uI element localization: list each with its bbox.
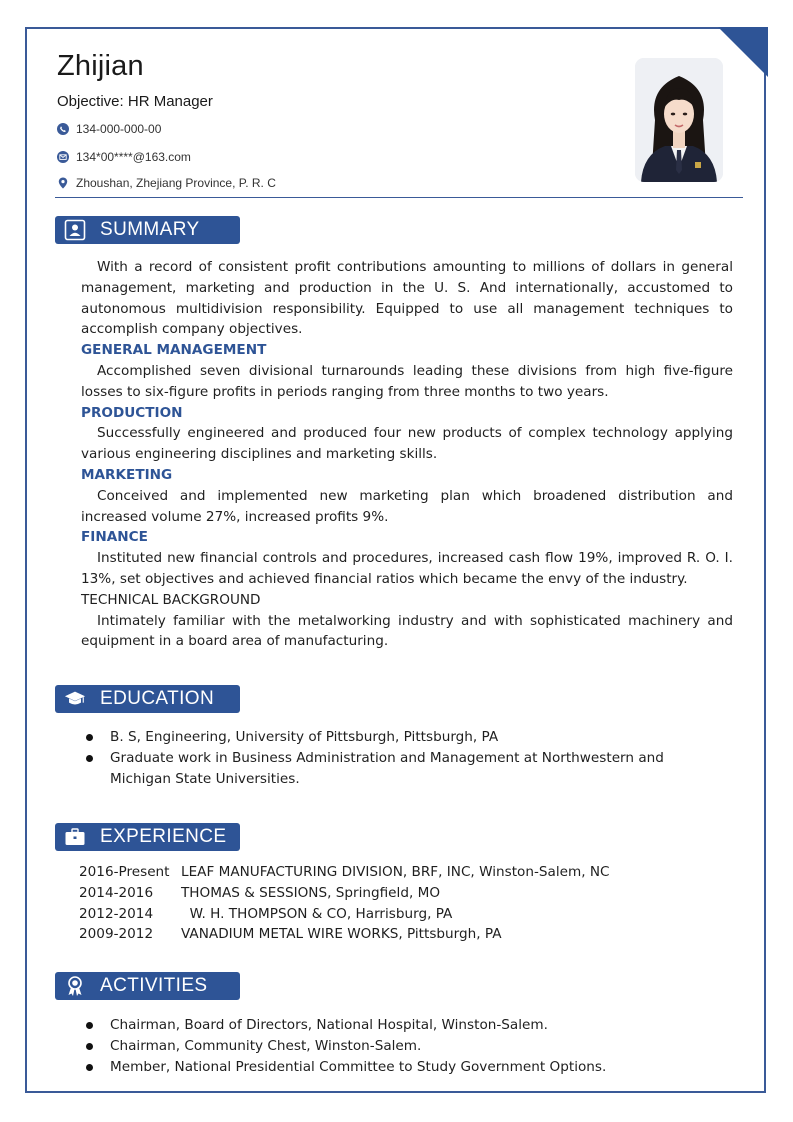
bullet-icon	[84, 748, 110, 790]
table-row	[79, 924, 739, 945]
summary-title: SUMMARY	[100, 219, 200, 240]
experience-date: 2012-2014	[79, 905, 154, 922]
subheading-general-management: GENERAL MANAGEMENT	[81, 342, 267, 359]
activities-title: ACTIVITIES	[100, 975, 208, 996]
experience-date: 2009-2012	[79, 926, 154, 943]
subheading-production: PRODUCTION	[81, 404, 183, 421]
objective: Objective: HR Manager	[57, 93, 213, 110]
list-item	[84, 748, 734, 790]
summary-header	[55, 216, 240, 244]
experience-org: VANADIUM METAL WIRE WORKS, Pittsburgh, PA	[181, 926, 502, 943]
summary-intro: With a record of consistent profit contributions amounting to millions of dollars in general management, marketing and production in the U. S. And internationally, accustomed to autonomous multidivision responsibility. Equipped to use all management techniques to accomplish company objectives.	[81, 259, 733, 338]
experience-org: THOMAS & SESSIONS, Springfield, MO	[181, 884, 441, 901]
education-header	[55, 685, 240, 713]
bullet-icon	[84, 1036, 110, 1057]
email-text: 134*00****@163.com	[76, 150, 191, 164]
experience-date: 2014-2016	[79, 884, 154, 901]
experience-list	[79, 862, 739, 945]
summary-body	[81, 257, 733, 652]
table-row	[79, 862, 739, 883]
general-management-text: Accomplished seven divisional turnarounds leading these divisions from high five-figure losses to six-figure profits in periods ranging from three months to two years.	[81, 362, 733, 400]
subheading-finance: FINANCE	[81, 529, 148, 546]
graduation-cap-icon	[64, 688, 86, 710]
corner-decoration	[718, 27, 768, 77]
briefcase-icon	[64, 826, 86, 848]
award-ribbon-icon	[64, 975, 86, 997]
address-text: Zhoushan, Zhejiang Province, P. R. C	[76, 176, 276, 190]
person-icon	[64, 219, 86, 241]
candidate-name: Zhijian	[57, 50, 144, 82]
email-row	[57, 150, 191, 164]
activity-item-text: Chairman, Community Chest, Winston-Salem.	[110, 1037, 422, 1054]
header-divider	[55, 197, 743, 198]
phone-row	[57, 122, 161, 136]
activity-item-text: Chairman, Board of Directors, National Hospital, Winston-Salem.	[110, 1017, 548, 1033]
subheading-marketing: MARKETING	[81, 466, 173, 483]
experience-org: W. H. THOMPSON & CO, Harrisburg, PA	[181, 905, 453, 922]
list-item	[84, 727, 734, 748]
experience-org: LEAF MANUFACTURING DIVISION, BRF, INC, Winston-Salem, NC	[181, 864, 610, 880]
activity-item-text: Member, National Presidential Committee to Study Government Options.	[110, 1058, 607, 1075]
experience-header	[55, 823, 240, 851]
table-row	[79, 883, 739, 904]
technical-background-text: Intimately familiar with the metalworking industry and with sophisticated machinery and equipment in a board area of manufacturing.	[81, 612, 733, 650]
address-row	[57, 176, 276, 190]
subheading-technical-background: TECHNICAL BACKGROUND	[81, 591, 261, 608]
bullet-icon	[84, 1057, 110, 1078]
finance-text: Instituted new financial controls and procedures, increased cash flow 19%, improved R. O. I. 13%, set objectives and achieved financial ratios which became the envy of the industry.	[81, 550, 733, 587]
production-text: Successfully engineered and produced four new products of complex technology applying various engineering disciplines and marketing skills.	[81, 425, 733, 463]
bullet-icon	[84, 727, 110, 748]
phone-text: 134-000-000-00	[76, 122, 162, 136]
activities-list	[84, 1015, 734, 1077]
profile-photo	[635, 58, 723, 182]
education-item-text: B. S, Engineering, University of Pittsburgh, Pittsburgh, PA	[110, 729, 499, 745]
education-item-text: Graduate work in Business Administration and Management at Northwestern and Michigan State Universities.	[110, 749, 664, 787]
experience-date: 2016-Present	[79, 864, 170, 880]
activities-header	[55, 972, 240, 1000]
education-list	[84, 727, 734, 789]
location-pin-icon	[57, 177, 69, 189]
list-item	[84, 1057, 734, 1078]
phone-icon	[57, 123, 69, 135]
bullet-icon	[84, 1015, 110, 1036]
education-title: EDUCATION	[100, 688, 215, 709]
email-icon	[57, 151, 69, 163]
list-item	[84, 1015, 734, 1036]
list-item	[84, 1036, 734, 1057]
marketing-text: Conceived and implemented new marketing plan which broadened distribution and increased volume 27%, increased profits 9%.	[81, 487, 733, 525]
experience-title: EXPERIENCE	[100, 826, 227, 847]
table-row	[79, 904, 739, 925]
